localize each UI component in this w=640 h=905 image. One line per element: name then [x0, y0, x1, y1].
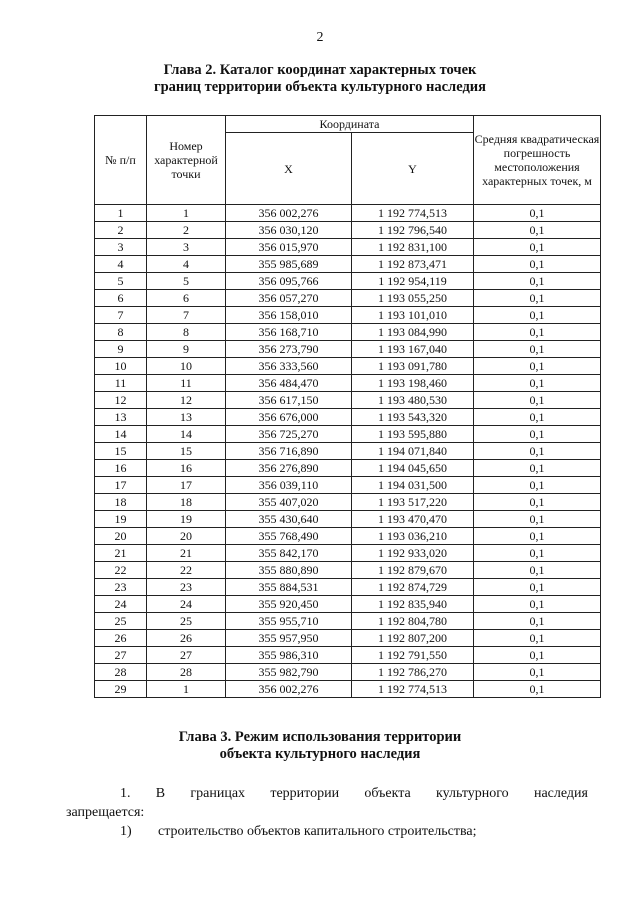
table-row [95, 477, 601, 494]
cell-point-number: 11 [147, 375, 226, 392]
cell-x: 356 039,110 [226, 477, 352, 494]
cell-x: 356 676,000 [226, 409, 352, 426]
cell-point-number: 21 [147, 545, 226, 562]
cell-index: 19 [95, 511, 147, 528]
table-row [95, 375, 601, 392]
cell-point-number: 3 [147, 239, 226, 256]
chapter-2-heading [0, 62, 640, 96]
table-row [95, 494, 601, 511]
cell-x: 356 095,766 [226, 273, 352, 290]
cell-x: 355 985,689 [226, 256, 352, 273]
cell-error: 0,1 [474, 273, 601, 290]
list-item-1 [120, 822, 590, 841]
cell-x: 356 725,270 [226, 426, 352, 443]
cell-point-number: 14 [147, 426, 226, 443]
paragraph-word: территории [270, 786, 340, 801]
cell-point-number: 24 [147, 596, 226, 613]
cell-index: 24 [95, 596, 147, 613]
cell-y: 1 193 055,250 [352, 290, 474, 307]
cell-y: 1 193 091,780 [352, 358, 474, 375]
cell-y: 1 193 167,040 [352, 341, 474, 358]
cell-error: 0,1 [474, 222, 601, 239]
table-row [95, 324, 601, 341]
cell-y: 1 193 084,990 [352, 324, 474, 341]
cell-index: 8 [95, 324, 147, 341]
cell-index: 7 [95, 307, 147, 324]
table-row [95, 545, 601, 562]
cell-x: 356 617,150 [226, 392, 352, 409]
cell-y: 1 194 045,650 [352, 460, 474, 477]
chapter-3-title-line2: объекта культурного наследия [219, 746, 421, 762]
cell-y: 1 193 198,460 [352, 375, 474, 392]
cell-error: 0,1 [474, 375, 601, 392]
cell-error: 0,1 [474, 630, 601, 647]
cell-y: 1 193 480,530 [352, 392, 474, 409]
cell-index: 14 [95, 426, 147, 443]
cell-x: 356 002,276 [226, 205, 352, 222]
cell-index: 6 [95, 290, 147, 307]
cell-point-number: 9 [147, 341, 226, 358]
table-row [95, 409, 601, 426]
cell-error: 0,1 [474, 681, 601, 698]
cell-y: 1 192 804,780 [352, 613, 474, 630]
cell-index: 2 [95, 222, 147, 239]
paragraph-word: 1. [120, 786, 131, 801]
paragraph-1-continuation: запрещается: [66, 805, 145, 820]
cell-error: 0,1 [474, 562, 601, 579]
cell-index: 27 [95, 647, 147, 664]
coordinates-table [94, 115, 601, 698]
table-row [95, 630, 601, 647]
header-y: Y [352, 133, 474, 205]
cell-index: 5 [95, 273, 147, 290]
cell-index: 13 [95, 409, 147, 426]
cell-point-number: 1 [147, 681, 226, 698]
header-index: № п/п [95, 116, 147, 205]
header-coordinate: Координата [226, 116, 474, 133]
cell-index: 22 [95, 562, 147, 579]
cell-point-number: 13 [147, 409, 226, 426]
table-row [95, 307, 601, 324]
cell-y: 1 194 031,500 [352, 477, 474, 494]
cell-y: 1 192 879,670 [352, 562, 474, 579]
cell-point-number: 20 [147, 528, 226, 545]
table-row [95, 681, 601, 698]
cell-y: 1 192 774,513 [352, 205, 474, 222]
cell-error: 0,1 [474, 443, 601, 460]
cell-point-number: 26 [147, 630, 226, 647]
cell-error: 0,1 [474, 596, 601, 613]
header-point-number: Номер характерной точки [147, 116, 226, 205]
cell-x: 355 430,640 [226, 511, 352, 528]
cell-point-number: 27 [147, 647, 226, 664]
cell-x: 355 986,310 [226, 647, 352, 664]
table-row [95, 341, 601, 358]
cell-point-number: 8 [147, 324, 226, 341]
cell-x: 355 880,890 [226, 562, 352, 579]
cell-y: 1 194 071,840 [352, 443, 474, 460]
cell-x: 355 955,710 [226, 613, 352, 630]
table-row [95, 647, 601, 664]
table-row [95, 358, 601, 375]
cell-point-number: 16 [147, 460, 226, 477]
cell-index: 15 [95, 443, 147, 460]
cell-index: 20 [95, 528, 147, 545]
cell-y: 1 193 543,320 [352, 409, 474, 426]
cell-x: 356 168,710 [226, 324, 352, 341]
table-row [95, 256, 601, 273]
paragraph-word: объекта [364, 786, 411, 801]
cell-error: 0,1 [474, 341, 601, 358]
cell-y: 1 192 933,020 [352, 545, 474, 562]
cell-point-number: 18 [147, 494, 226, 511]
cell-error: 0,1 [474, 324, 601, 341]
cell-x: 356 158,010 [226, 307, 352, 324]
cell-y: 1 192 873,471 [352, 256, 474, 273]
table-row [95, 460, 601, 477]
cell-x: 356 057,270 [226, 290, 352, 307]
paragraph-1 [66, 784, 588, 822]
cell-error: 0,1 [474, 358, 601, 375]
cell-index: 29 [95, 681, 147, 698]
cell-point-number: 5 [147, 273, 226, 290]
cell-error: 0,1 [474, 579, 601, 596]
cell-y: 1 192 791,550 [352, 647, 474, 664]
cell-error: 0,1 [474, 239, 601, 256]
cell-x: 355 982,790 [226, 664, 352, 681]
table-row [95, 579, 601, 596]
table-row [95, 392, 601, 409]
chapter-2-title-line1: Глава 2. Каталог координат характерных точек [163, 62, 477, 78]
table-row [95, 290, 601, 307]
cell-y: 1 193 470,470 [352, 511, 474, 528]
paragraph-1-first-line [66, 784, 588, 803]
cell-index: 26 [95, 630, 147, 647]
table-row [95, 596, 601, 613]
cell-x: 356 273,790 [226, 341, 352, 358]
cell-index: 10 [95, 358, 147, 375]
cell-error: 0,1 [474, 460, 601, 477]
cell-y: 1 192 874,729 [352, 579, 474, 596]
table-body [95, 205, 601, 698]
paragraph-word: наследия [533, 786, 588, 801]
chapter-3-heading [0, 729, 640, 763]
cell-error: 0,1 [474, 545, 601, 562]
cell-x: 355 842,170 [226, 545, 352, 562]
cell-y: 1 193 517,220 [352, 494, 474, 511]
list-item-number: 1) [120, 824, 132, 839]
cell-error: 0,1 [474, 477, 601, 494]
table-row [95, 528, 601, 545]
cell-point-number: 4 [147, 256, 226, 273]
header-x: X [226, 133, 352, 205]
cell-point-number: 1 [147, 205, 226, 222]
cell-y: 1 192 807,200 [352, 630, 474, 647]
cell-x: 356 484,470 [226, 375, 352, 392]
table-row [95, 613, 601, 630]
cell-x: 356 015,970 [226, 239, 352, 256]
cell-point-number: 6 [147, 290, 226, 307]
cell-error: 0,1 [474, 613, 601, 630]
cell-index: 1 [95, 205, 147, 222]
cell-x: 355 884,531 [226, 579, 352, 596]
cell-y: 1 192 786,270 [352, 664, 474, 681]
cell-x: 356 030,120 [226, 222, 352, 239]
chapter-3-title-line1: Глава 3. Режим использования территории [178, 729, 462, 745]
cell-y: 1 192 774,513 [352, 681, 474, 698]
cell-index: 9 [95, 341, 147, 358]
cell-index: 25 [95, 613, 147, 630]
cell-point-number: 22 [147, 562, 226, 579]
table-row [95, 239, 601, 256]
cell-point-number: 28 [147, 664, 226, 681]
table-row [95, 511, 601, 528]
cell-index: 11 [95, 375, 147, 392]
cell-x: 355 957,950 [226, 630, 352, 647]
cell-y: 1 192 831,100 [352, 239, 474, 256]
cell-index: 3 [95, 239, 147, 256]
cell-error: 0,1 [474, 664, 601, 681]
cell-index: 18 [95, 494, 147, 511]
cell-error: 0,1 [474, 494, 601, 511]
cell-y: 1 192 835,940 [352, 596, 474, 613]
paragraph-word: культурного [436, 786, 509, 801]
table-row [95, 426, 601, 443]
cell-x: 356 276,890 [226, 460, 352, 477]
cell-y: 1 193 101,010 [352, 307, 474, 324]
paragraph-word: границах [190, 786, 246, 801]
cell-index: 16 [95, 460, 147, 477]
table-row [95, 443, 601, 460]
cell-x: 356 716,890 [226, 443, 352, 460]
cell-index: 4 [95, 256, 147, 273]
cell-error: 0,1 [474, 205, 601, 222]
cell-error: 0,1 [474, 647, 601, 664]
paragraph-word: В [155, 786, 166, 801]
chapter-2-title-line2: границ территории объекта культурного наследия [154, 79, 486, 95]
cell-error: 0,1 [474, 528, 601, 545]
cell-x: 356 333,560 [226, 358, 352, 375]
cell-index: 23 [95, 579, 147, 596]
cell-point-number: 12 [147, 392, 226, 409]
cell-x: 355 920,450 [226, 596, 352, 613]
table-row [95, 664, 601, 681]
cell-x: 355 768,490 [226, 528, 352, 545]
header-mean-square-error: Средняя квадратическая погрешность местоположения характерных точек, м [474, 116, 601, 205]
cell-index: 17 [95, 477, 147, 494]
cell-error: 0,1 [474, 392, 601, 409]
cell-error: 0,1 [474, 426, 601, 443]
cell-index: 21 [95, 545, 147, 562]
cell-point-number: 7 [147, 307, 226, 324]
cell-point-number: 25 [147, 613, 226, 630]
cell-point-number: 19 [147, 511, 226, 528]
cell-y: 1 193 036,210 [352, 528, 474, 545]
table-row [95, 273, 601, 290]
cell-x: 355 407,020 [226, 494, 352, 511]
cell-index: 28 [95, 664, 147, 681]
cell-point-number: 10 [147, 358, 226, 375]
cell-x: 356 002,276 [226, 681, 352, 698]
cell-error: 0,1 [474, 256, 601, 273]
table-row [95, 562, 601, 579]
cell-index: 12 [95, 392, 147, 409]
cell-error: 0,1 [474, 511, 601, 528]
cell-point-number: 17 [147, 477, 226, 494]
cell-y: 1 192 796,540 [352, 222, 474, 239]
cell-point-number: 23 [147, 579, 226, 596]
cell-y: 1 192 954,119 [352, 273, 474, 290]
page-number: 2 [316, 30, 324, 45]
list-item-text: строительство объектов капитального строительства; [158, 824, 477, 839]
table-row [95, 222, 601, 239]
table-row [95, 205, 601, 222]
cell-point-number: 2 [147, 222, 226, 239]
cell-error: 0,1 [474, 307, 601, 324]
cell-point-number: 15 [147, 443, 226, 460]
cell-y: 1 193 595,880 [352, 426, 474, 443]
cell-error: 0,1 [474, 290, 601, 307]
cell-error: 0,1 [474, 409, 601, 426]
